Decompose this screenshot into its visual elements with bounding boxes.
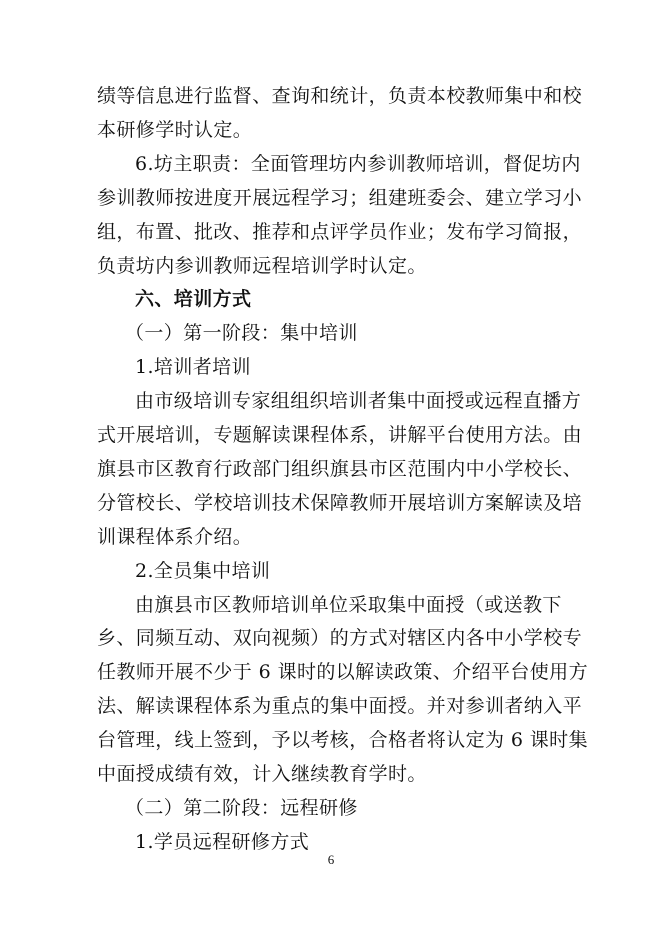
body-text-line: 组，布置、批改、推荐和点评学员作业；发布学习简报，	[97, 220, 583, 243]
body-text-line: 训课程体系介绍。	[97, 525, 253, 548]
body-text-line: 由市级培训专家组组织培训者集中面授或远程直播方	[135, 390, 582, 413]
subsection-heading: （一）第一阶段：集中培训	[125, 322, 358, 345]
body-text-line: 6.坊主职责：全面管理坊内参训教师培训，督促坊内	[135, 152, 581, 175]
body-text-line: 绩等信息进行监督、查询和统计，负责本校教师集中和校	[97, 85, 583, 107]
body-text-line: 中面授成绩有效，计入继续教育学时。	[97, 763, 427, 785]
page-number: 6	[327, 852, 335, 867]
body-text-line: 分管校长、学校培训技术保障教师开展培训方案解读及培	[97, 491, 583, 514]
body-text-line: 式开展培训，专题解读课程体系，讲解平台使用方法。由	[97, 424, 583, 446]
item-heading: 2.全员集中培训	[135, 559, 271, 582]
item-heading: 1.学员远程研修方式	[135, 830, 310, 853]
body-text-line: 参训教师按进度开展远程学习；组建班委会、建立学习小	[97, 186, 583, 209]
body-text-line: 本研修学时认定。	[97, 118, 253, 141]
body-text-line: 法、解读课程体系为重点的集中面授。并对参训者纳入平	[97, 695, 583, 718]
body-text-line: 任教师开展不少于 6 课时的以解读政策、介绍平台使用方	[97, 661, 588, 684]
body-text-line: 乡、同频互动、双向视频）的方式对辖区内各中小学校专	[97, 627, 583, 650]
body-text-line: 台管理，线上签到，予以考核，合格者将认定为 6 课时集	[97, 729, 588, 752]
body-text-line: 由旗县市区教师培训单位采取集中面授（或送教下	[135, 593, 562, 616]
item-heading: 1.培训者培训	[135, 356, 251, 379]
body-text-line: 旗县市区教育行政部门组织旗县市区范围内中小学校长、	[97, 457, 583, 480]
section-heading: 六、培训方式	[135, 288, 252, 311]
subsection-heading: （二）第二阶段：远程研修	[125, 796, 358, 819]
body-text-line: 负责坊内参训教师远程培训学时认定。	[97, 254, 427, 277]
